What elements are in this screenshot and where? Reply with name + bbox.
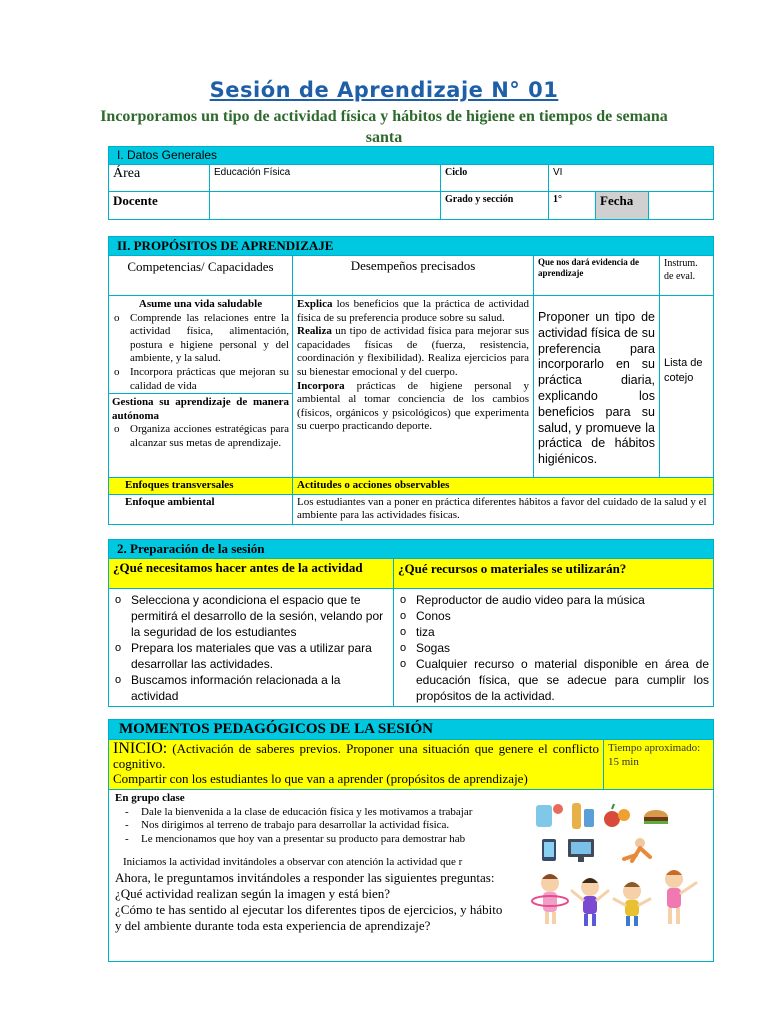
burger-icon	[644, 810, 668, 824]
desempeno-1: Explica los beneficios que la práctica de actividad física de su preferencia produce sobre su salud.	[297, 298, 529, 324]
grupo-label: En grupo clase	[115, 792, 185, 804]
comp2-list	[112, 423, 289, 450]
col-desempenos: Desempeños precisados	[293, 256, 534, 296]
desempenos-cell	[293, 296, 534, 478]
desempeno-2: Realiza un tipo de actividad física para mejorar sus capacidades físicas de (fuerza, resistencia, coordinación y flexibilidad). Realiza ejercicios para su bienestar emocional y del cuerpo.	[297, 325, 529, 378]
col-competencias: Competencias/ Capacidades	[109, 256, 293, 296]
list-item: o Incorpora prácticas que mejoran su calidad de vida	[112, 366, 289, 393]
tiempo-cell: Tiempo aproximado: 15 min	[604, 740, 714, 790]
phone-icon	[542, 839, 556, 861]
desempeno-3: Incorpora prácticas de higiene personal y ambiental al tomar conciencia de los cambios (físicos, orgánicos y psicológicos) que experimenta su cuerpo practicando deporte.	[297, 379, 529, 433]
inicio-cell	[109, 740, 604, 790]
enfoque-text: Los estudiantes van a poner en práctica diferentes hábitos a favor del cuidado de la salud y el ambiente para las actividades físicas.	[293, 494, 714, 524]
recursos-list	[398, 592, 709, 704]
healthy-habits-illustration	[528, 795, 712, 935]
comp1-list	[112, 312, 289, 394]
docente-value	[210, 192, 441, 220]
comp2-title: Gestiona su aprendizaje de manera autónoma	[109, 393, 292, 423]
list-item: - Le mencionamos que hoy van a presentar su producto para demostrar hab	[115, 833, 525, 847]
paragraph-2: Ahora, le preguntamos invitándoles a responder las siguientes preguntas:	[115, 869, 495, 885]
list-item: o tiza	[398, 624, 709, 640]
fecha-value	[649, 192, 714, 220]
fecha-label: Fecha	[596, 192, 649, 220]
recursos-cell	[394, 589, 714, 707]
grupo-list	[115, 806, 525, 847]
actitudes-label: Actitudes o acciones observables	[293, 478, 714, 495]
paragraph-3: ¿Qué actividad realizan según la imagen y está bien?	[115, 885, 391, 901]
preparacion-heading: 2. Preparación de la sesión	[109, 540, 714, 559]
grado-label: Grado y sección	[441, 192, 549, 220]
list-item: - Dale la bienvenida a la clase de educación física y les motivamos a trabajar	[115, 806, 525, 820]
list-item: o Comprende las relaciones entre la actividad física, alimentación, postura e higiene personal y del ambiente, y la salud.	[112, 312, 289, 366]
list-item: o Selecciona y acondiciona el espacio que te permitirá el desarrollo de la sesión, velando por la seguridad de los estudiantes	[113, 592, 389, 640]
antes-list	[113, 592, 389, 704]
list-item: o Cualquier recurso o material disponible en área de educación física, que se adecue para cumplir los propósitos de la actividad.	[398, 656, 709, 704]
inicio-label: INICIO:	[113, 740, 168, 757]
inicio-text: (Activación de saberes previos. Proponer una situación que genere el conflicto cognitivo.	[113, 741, 599, 771]
enfoque-ambiental: Enfoque ambiental	[109, 494, 293, 524]
list-item: o Conos	[398, 608, 709, 624]
inicio-text-2: Compartir con los estudiantes lo que van a aprender (propósitos de aprendizaje)	[113, 771, 528, 786]
preparacion-table	[108, 539, 714, 707]
list-item: o Prepara los materiales que vas a utilizar para desarrollar las actividades.	[113, 640, 389, 672]
paragraph-1: Iniciamos la actividad invitándoles a observar con atención la actividad que r	[123, 856, 463, 869]
list-item: o Buscamos información relacionada a la actividad	[113, 672, 389, 704]
paragraph-4: ¿Cómo te has sentido al ejecutar los diferentes tipos de ejercicios, y hábito	[115, 901, 503, 917]
col-instrum: Instrum. de eval.	[660, 256, 714, 296]
list-item: - Nos dirigimos al terreno de trabajo para desarrollar la actividad física.	[115, 819, 525, 833]
list-item: o Sogas	[398, 640, 709, 656]
datos-generales-table	[108, 146, 714, 220]
paragraph-5: y del ambiente durante toda esta experiencia de aprendizaje?	[115, 917, 431, 933]
competencias-cell	[109, 296, 293, 478]
q-recursos: ¿Qué recursos o materiales se utilizarán?	[394, 559, 714, 589]
page-title: Sesión de Aprendizaje N° 01	[209, 78, 559, 102]
grado-value: 1°	[549, 192, 596, 220]
area-value: Educación Física	[210, 165, 441, 192]
list-item: o Organiza acciones estratégicas para alcanzar sus metas de aprendizaje.	[112, 423, 289, 450]
enfoques-label: Enfoques transversales	[109, 478, 293, 495]
datos-heading: I. Datos Generales	[109, 147, 714, 165]
session-subtitle: Incorporamos un tipo de actividad física y hábitos de higiene en tiempos de semana santa	[100, 108, 668, 146]
momentos-heading: MOMENTOS PEDAGÓGICOS DE LA SESIÓN	[109, 720, 714, 740]
docente-label: Docente	[109, 192, 210, 220]
evidencia-cell: Proponer un tipo de actividad física de su preferencia para incorporarlo en su práctica diaria, explicando los beneficios para su salud, y promueve la práctica de hábitos higiénicos.	[534, 296, 660, 478]
ciclo-value: VI	[549, 165, 714, 192]
q-antes: ¿Qué necesitamos hacer antes de la actividad	[109, 559, 394, 589]
propositos-heading: II. PROPÓSITOS DE APRENDIZAJE	[109, 237, 714, 256]
antes-cell	[109, 589, 394, 707]
list-item: o Reproductor de audio video para la música	[398, 592, 709, 608]
propositos-table	[108, 236, 714, 525]
comp1-title: Asume una vida saludable	[138, 298, 263, 310]
area-label: Área	[109, 165, 210, 192]
instrumento-cell: Lista de cotejo	[660, 296, 714, 478]
col-evidencia: Que nos dará evidencia de aprendizaje	[534, 256, 660, 296]
ciclo-label: Ciclo	[441, 165, 549, 192]
